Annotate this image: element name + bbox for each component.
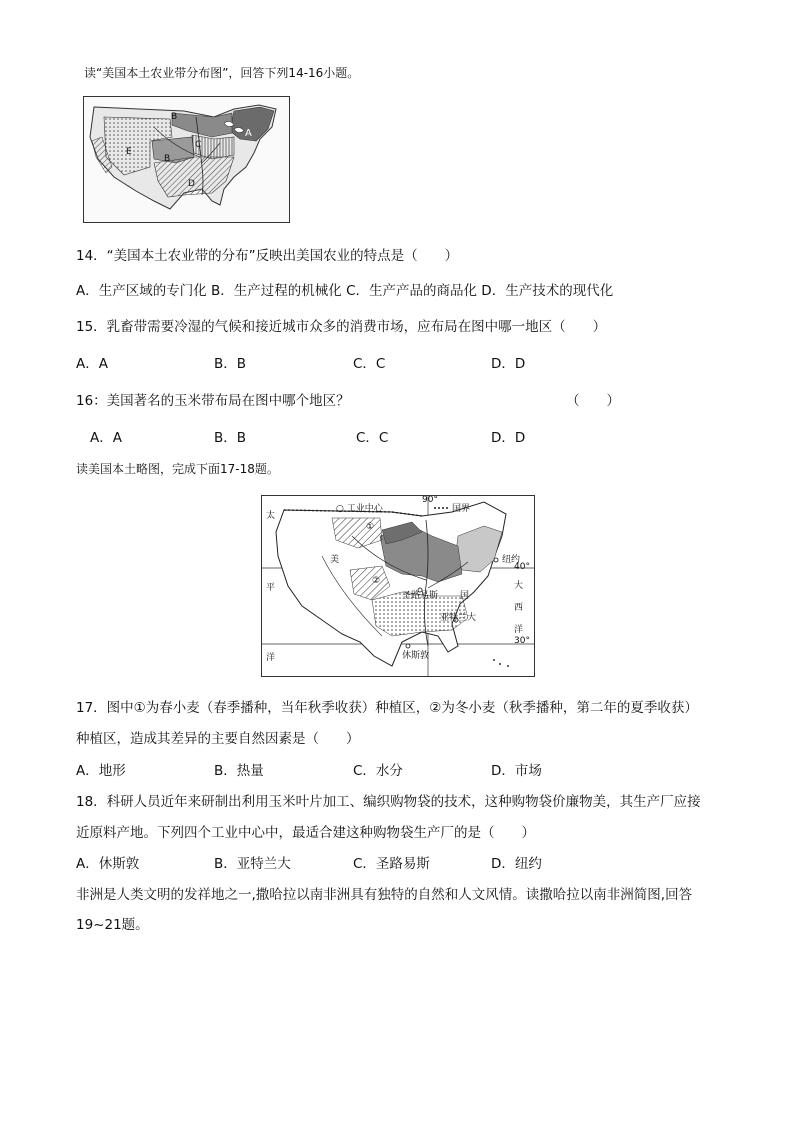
- question-17-option-c: C．水分: [353, 763, 403, 779]
- question-18-option-b: B．亚特兰大: [214, 856, 291, 872]
- question-16-option-d: D．D: [491, 430, 526, 446]
- intro-17-18: 读美国本土略图，完成下面17-18题。: [76, 462, 279, 476]
- agricultural-belt-map: [83, 96, 290, 223]
- question-15-stem: 15．乳畜带需要冷湿的气候和接近城市众多的消费市场，应布局在图中哪一地区（ ）: [76, 319, 607, 335]
- question-15-option-d: D．D: [491, 356, 526, 372]
- map2-pacific-char2: 平: [266, 583, 276, 593]
- question-17-line2: 种植区，造成其差异的主要自然因素是（ ）: [76, 731, 360, 747]
- intro-19-21-line2: 19~21题。: [76, 917, 149, 933]
- question-16-option-c: C．C: [356, 430, 389, 446]
- map2-legend-border: 国界: [452, 504, 471, 514]
- map2-legend-industrial-center: ○ 工业中心: [336, 504, 383, 514]
- map2-latitude-30: 30°: [514, 636, 530, 646]
- agricultural-belt-map-figure: [84, 97, 289, 222]
- question-16-option-b: B．B: [214, 430, 247, 446]
- question-16-stem: 16：美国著名的玉米带布局在图中哪个地区？: [76, 393, 350, 409]
- question-15-option-b: B．B: [214, 356, 247, 372]
- map2-pacific-char3: 洋: [266, 653, 276, 663]
- intro-14-16: 读“美国本土农业带分布图”，回答下列14-16小题。: [84, 66, 360, 80]
- map2-marker-1: ①: [366, 522, 375, 532]
- map2-usa-char2: 国: [460, 591, 470, 601]
- map2-latitude-40: 40°: [514, 562, 530, 572]
- map1-label-c: C: [195, 140, 202, 150]
- question-18-line2: 近原料产地。下列四个工业中心中，最适合建这种购物袋生产厂的是（ ）: [76, 825, 535, 841]
- map1-label-b-north: B: [171, 112, 178, 122]
- map2-atlantic-char1: 大: [514, 581, 524, 591]
- question-18-option-c: C．圣路易斯: [353, 856, 430, 872]
- map1-label-e: E: [126, 147, 132, 157]
- question-15-option-a: A．A: [76, 356, 108, 372]
- map2-pacific-char1: 太: [266, 511, 276, 521]
- map2-meridian-90: 90°: [422, 495, 438, 505]
- usa-sketch-map: [261, 495, 535, 677]
- question-16-answer-paren: （ ）: [566, 393, 620, 409]
- map1-label-b-middle: B: [164, 154, 171, 164]
- question-18-option-a: A．休斯敦: [76, 856, 140, 872]
- map1-label-d: D: [188, 179, 195, 189]
- question-15-option-c: C．C: [353, 356, 386, 372]
- question-18-line1: 18．科研人员近年来研制出利用玉米叶片加工、编织购物袋的技术，这种购物袋价廉物美，其生产厂应接: [76, 794, 701, 810]
- usa-sketch-map-figure: [262, 496, 534, 676]
- question-17-option-a: A．地形: [76, 763, 126, 779]
- map2-marker-2: ②: [372, 576, 381, 586]
- map2-city-stlouis: 圣路易斯: [402, 591, 439, 601]
- question-16-option-a: A．A: [90, 430, 122, 446]
- question-17-option-d: D．市场: [491, 763, 542, 779]
- map1-label-a: A: [245, 128, 252, 139]
- map2-atlantic-char2: 西: [514, 603, 524, 613]
- question-17-option-b: B．热量: [214, 763, 264, 779]
- question-18-option-d: D．纽约: [491, 856, 542, 872]
- map2-city-houston: 休斯敦: [402, 651, 430, 661]
- map2-city-newyork: 纽约: [502, 555, 521, 565]
- map2-city-atlanta: 亚特兰大: [440, 613, 477, 623]
- question-14-stem: 14．“美国本土农业带的分布”反映出美国农业的特点是（ ）: [76, 248, 459, 264]
- map2-atlantic-char3: 洋: [514, 625, 524, 635]
- question-17-line1: 17．图中①为春小麦（春季播种，当年秋季收获）种植区，②为冬小麦（秋季播种，第二年的夏季收获）: [76, 700, 698, 716]
- map2-usa-char1: 美: [330, 555, 340, 565]
- question-14-options: A．生产区域的专门化 B．生产过程的机械化 C．生产产品的商品化 D．生产技术的现代化: [76, 283, 614, 299]
- intro-19-21-line1: 非洲是人类文明的发祥地之一,撒哈拉以南非洲具有独特的自然和人文风情。读撒哈拉以南非洲简图,回答: [76, 887, 693, 903]
